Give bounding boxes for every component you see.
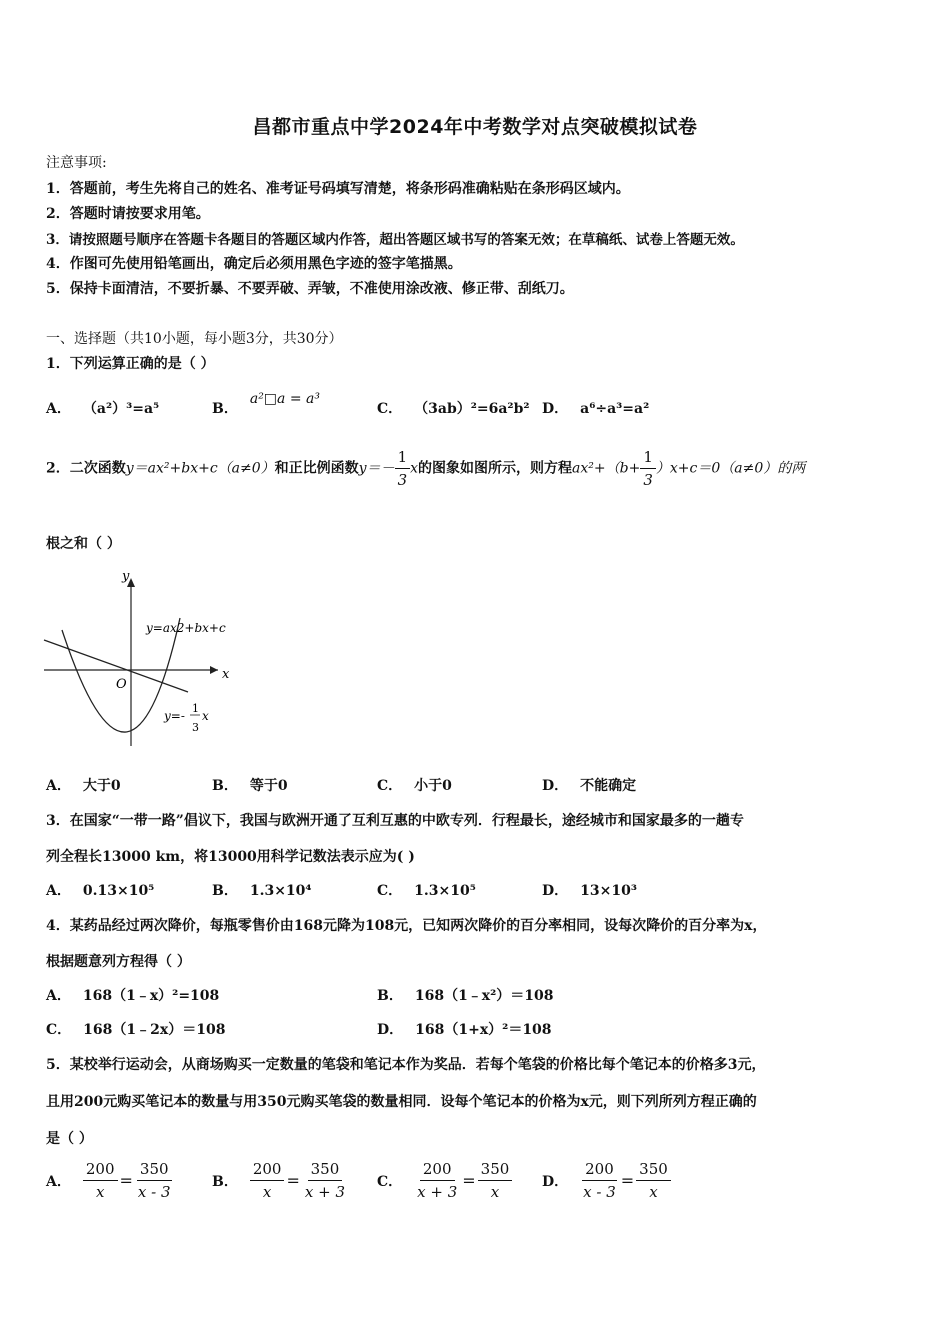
fraction-left [580,1160,619,1201]
fraction-left [250,1160,285,1201]
option-text: 168（1﹣2x）＝108 [83,1022,226,1038]
q4-option-b [377,985,554,1005]
fraction-denominator: 3 [643,471,653,489]
fraction-numerator: 1 [395,448,411,469]
option-text: 大于0 [82,778,121,794]
notice-item-2: 2．答题时请按要求用笔。 [46,206,210,222]
origin-label: O [116,677,127,692]
q2-fraction-2 [640,448,656,489]
option-text: （3ab）²=6a²b² [414,401,530,417]
fraction-right [302,1160,348,1201]
x-axis-arrow [210,666,218,674]
option-letter: B． [377,988,403,1004]
fraction-numerator: 350 [636,1160,671,1181]
option-text: 等于0 [249,778,288,794]
fraction-left [83,1160,118,1201]
q2-stem-line2: 根之和（ ） [46,536,121,552]
option-letter: A． [46,1173,71,1190]
notice-item-4: 4．作图可先使用铅笔画出，确定后必须用黑色字迹的签字笔描黑。 [46,256,462,272]
q2-option-d [542,775,636,795]
equals-sign: = [620,1171,635,1190]
q1-option-c [377,398,530,418]
fraction-left [414,1160,460,1201]
q2-stem-part3: 的图象如图所示，则方程 [418,460,573,477]
option-text: 168（1+x）²＝108 [415,1022,552,1038]
option-letter: C． [377,883,403,899]
q2-stem-part2: 和正比例函数 [274,460,359,477]
option-letter: B． [212,778,238,794]
fraction-denominator: x [490,1183,500,1201]
fraction-denominator: x + 3 [304,1183,345,1201]
q3-option-b [212,880,312,900]
fraction-numerator: 200 [250,1160,285,1181]
option-text: 168（1﹣x）²=108 [82,988,220,1004]
q2-option-b [212,775,288,795]
y-axis-label: y [122,569,130,584]
fraction-denominator: x - 3 [583,1183,616,1201]
section-heading: 一、选择题（共10小题，每小题3分，共30分） [46,331,343,347]
q4-option-c [46,1019,225,1039]
option-letter: D． [542,883,569,899]
line-label-prefix: y=- [164,709,185,723]
exam-title: 昌都市重点中学2024年中考数学对点突破模拟试卷 [252,116,698,138]
q5-option-d [542,1160,671,1201]
fraction-numerator: 350 [308,1160,343,1181]
q5-option-b [212,1160,348,1201]
option-text: 1.3×10⁴ [249,883,312,899]
option-letter: C． [377,778,403,794]
q1-stem: 1．下列运算正确的是（ ） [46,356,215,372]
option-letter: B． [212,401,238,417]
q3-stem-line1: 3．在国家“一带一路”倡议下，我国与欧洲开通了互利互惠的中欧专列．行程最长，途经城市和国家最多的一趟专 [46,813,744,829]
option-text: 13×10³ [580,883,637,899]
option-letter: A． [46,883,71,899]
option-text: 0.13×10⁵ [82,883,155,899]
q5-stem-line3: 是（ ） [46,1131,93,1147]
equals-sign: = [462,1171,476,1190]
q5-stem-line2: 且用200元购买笔记本的数量与用350元购买笔袋的数量相同．设每个笔记本的价格为x元，则下列所列方程正确的 [46,1094,757,1110]
q4-option-d [377,1019,552,1039]
fraction-denominator: 3 [397,471,408,489]
q3-stem-line2: 列全程长13000 km，将13000用科学记数法表示应为( ) [46,849,415,865]
q2-equation-2: ）x+c＝0（a≠0）的两 [655,460,806,477]
option-text: 1.3×10⁵ [414,883,476,899]
option-text: a⁶÷a³=a² [580,401,650,417]
q4-stem-line2: 根据题意列方程得（ ） [46,954,191,970]
fraction-denominator: x + 3 [417,1183,458,1201]
fraction-denominator: x [262,1183,272,1201]
option-letter: A． [46,988,71,1004]
option-letter: D． [542,778,569,794]
fraction-numerator: 200 [582,1160,617,1181]
option-text: （a²）³=a⁵ [82,401,160,417]
option-letter: A． [46,778,71,794]
notice-item-3: 3．请按照题号顺序在答题卡各题目的答题区域内作答，超出答题区域书写的答案无效；在草稿纸、试卷上答题无效。 [46,232,744,248]
notice-item-5: 5．保持卡面清洁，不要折暴、不要弄破、弄皱，不准使用涂改液、修正带、刮纸刀。 [46,281,574,297]
fraction-numerator: 200 [83,1160,118,1181]
option-text: a²□a = a³ [249,391,320,407]
q2-linear-y: y＝－ [358,460,395,477]
option-letter: A． [46,401,71,417]
q3-option-c [377,880,476,900]
q5-stem-line1: 5．某校举行运动会，从商场购买一定数量的笔袋和笔记本作为奖品．若每个笔袋的价格比每个笔记本的价格多3元， [46,1057,766,1073]
line-label-suffix: x [202,709,209,723]
q3-option-d [542,880,637,900]
equals-sign: = [119,1171,133,1190]
option-text: 不能确定 [580,778,637,794]
option-letter: B． [212,883,238,899]
notice-item-1: 1．答题前，考生先将自己的姓名、准考证号码填写清楚，将条形码准确粘贴在条形码区域内。 [46,181,630,197]
q5-option-c [377,1160,512,1201]
q2-option-c [377,775,452,795]
line-label-numerator: 1 [192,702,199,715]
q1-option-d [542,398,649,418]
q1-option-b [212,388,320,417]
parabola-curve [62,618,180,732]
fraction-denominator: x [649,1183,658,1201]
q2-quadratic: y＝ax²+bx+c（a≠0） [125,460,275,477]
q4-stem-line1: 4．某药品经过两次降价，每瓶零售价由168元降为108元，已知两次降价的百分率相同，设每次降价的百分率为x， [46,918,767,934]
option-text: 168（1﹣x²）＝108 [414,988,554,1004]
q2-stem-part1: 2．二次函数 [46,460,126,477]
q2-option-a [46,775,121,795]
fraction-denominator: x - 3 [137,1183,171,1201]
q2-equation-1: ax²+（b+ [572,460,641,477]
fraction-numerator: 350 [137,1160,172,1181]
option-letter: D． [542,1173,569,1190]
notice-heading: 注意事项: [46,155,107,171]
q3-option-a [46,880,154,900]
q2-function-graph [40,568,250,750]
fraction-numerator: 350 [478,1160,513,1181]
q2-fraction [395,448,411,489]
option-letter: C． [377,1173,403,1190]
fraction-right [135,1160,174,1201]
parabola-label: y=ax2+bx+c [146,621,226,635]
q2-linear-x: x [410,460,419,477]
x-axis-label: x [222,667,230,682]
option-text: 小于0 [414,778,452,794]
option-letter: B． [212,1173,238,1190]
fraction-right [636,1160,671,1201]
fraction-numerator: 200 [420,1160,455,1181]
fraction-right [478,1160,513,1201]
fraction-numerator: 1 [640,448,656,469]
q2-stem-line1 [46,448,805,489]
q1-option-a [46,398,159,418]
equals-sign: = [286,1171,300,1190]
option-letter: D． [542,401,569,417]
option-letter: C． [46,1022,72,1038]
fraction-denominator: x [95,1183,105,1201]
q5-option-a [46,1160,174,1201]
q4-option-a [46,985,219,1005]
option-letter: D． [377,1022,404,1038]
option-letter: C． [377,401,403,417]
line-label-denominator: 3 [192,721,199,734]
